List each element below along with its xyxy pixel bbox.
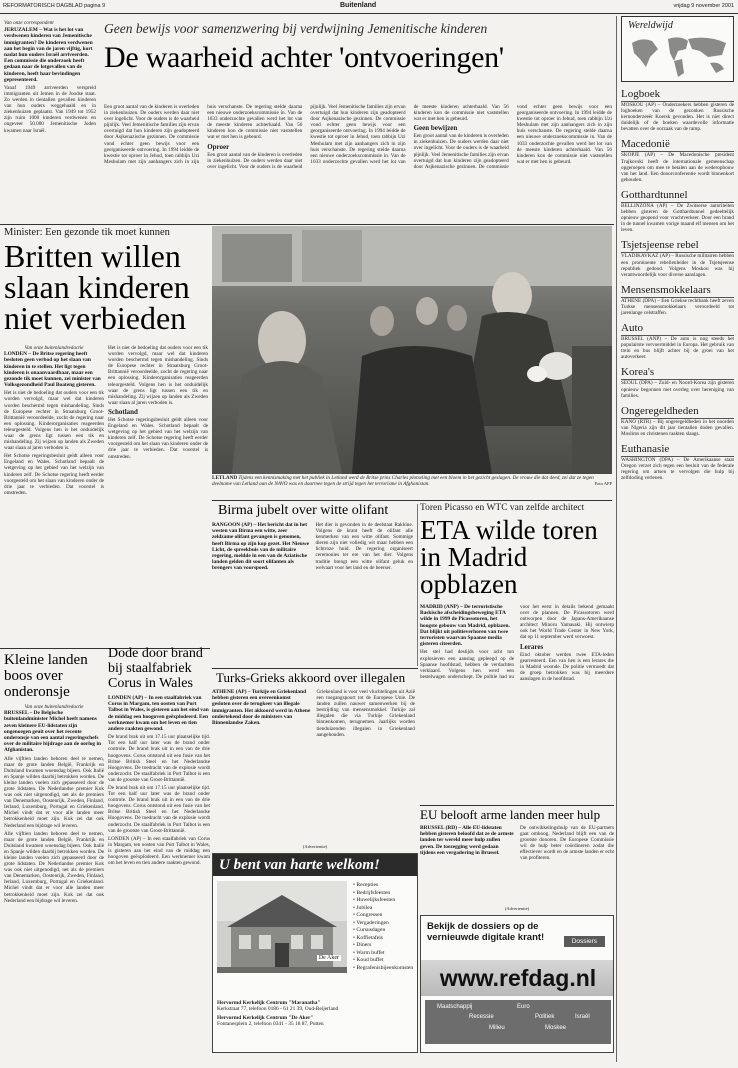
sidebar-heading: Macedonië <box>621 138 734 152</box>
body-text: Het is niet de bedoeling dat ouders voor een tik worden vervolgd, maar wel dat kinderen worden beschermd tegen mishandeling. Sinds de Europese rechter in Straatsburg Groot-Brittannië veroordeelde, zocht de regering naar een oplossing. Kinderorganisaties reageerden teleurgesteld. Volgens hen is het onduidelijk waar de grens ligt tussen een tik en mishandeling. Zij wijzen op landen als Zweden waar slaan al jaren verboden is. <box>108 345 208 406</box>
service-item: • Huwelijksfeesten <box>353 897 396 903</box>
divider <box>0 224 614 225</box>
dode-article <box>108 646 210 1062</box>
sidebar-text: MOSKOU (AP) – Onderzoekers hebben gisteren de logboeken van de gezonken Russische kernonderzeeër Koersk gevonden. Het is niet direct duidelijk of de boeken waardevolle informatie bevatten over de oorzaak van de ramp. <box>621 102 734 133</box>
church-advertisement[interactable] <box>212 853 418 1053</box>
lead-paragraph: RANGOON (AP) – Het bericht dat in het westen van Birma een witte, zeer zeldzame olifant gevangen is genomen, heeft Birma op zijn kop gezet. Het Nieuwe Licht, de spreekbuis van de militaire regering, meldde in een van de Aziatische landen gelden dit soort olifanten als brengers van voorspoed. <box>212 522 310 572</box>
sidebar-heading: Logboek <box>621 88 734 102</box>
sidebar-heading: Ongeregeldheden <box>621 405 734 419</box>
body-text-schotland: Het Schotse regeringsbesluit geldt alleen voor Engeland en Wales. Schotland bepaalt de wetgeving op het gebied van het welzijn van kinderen zelf. De Schotse regering heeft eerder voorgesteld om het slaan van kinderen onder de drie jaar te verbieden. Dat voorstel is omstreden. <box>108 416 208 460</box>
service-item: • Congressen <box>353 912 383 918</box>
wereldwijd-sidebar <box>616 16 734 1062</box>
dossier-tag[interactable]: Moskee <box>545 1025 567 1031</box>
article-headline-line-2: slaan kinderen <box>4 269 190 305</box>
sidebar-section <box>621 443 734 481</box>
page-header <box>0 0 738 14</box>
divider <box>212 668 418 669</box>
britten-head <box>4 227 204 345</box>
lead-paragraph: MADRID (ANP) – De terroristische Baskische afscheidingsbeweging ETA wilde in 1999 de Picassotoren, het hoogste gebouw van Madrid, opblazen. Dat blijkt uit politieverhoren van twee terroristen waarvan Spaanse media gisteren citeerden. <box>420 604 510 648</box>
building-photo <box>217 881 347 973</box>
kleine-landen-article <box>4 652 104 1062</box>
article-headline: Birma jubelt over witte olifant <box>218 504 389 518</box>
service-item: • Jubilea <box>353 904 373 911</box>
article-text-2: Een groot aantal van de kinderen is overleden in ziekenhuizen. De ouders werden daar niet over ingelicht. Voor de ouders is de waarheid pijnlijk. Veel Jemenitische families zijn ervan overtuigd dat hun kinderen zijn geadopteerd door Asjkenazische gezinnen. De commissie vond echter geen bewijs voor een georganiseerde ontvoering. In 1994 leidde de kwestie tot oproer in Jehud, toen rabbijn Uzi Meshulam met zijn aanhangers zich in zijn huis verschanste. De regering stelde daarna een nieuwe onderzoekscommissie in. Van de 1033 onderzochte gevallen werd het lot van de meeste kinderen achterhaald. Van 56 kinderen kon de commissie niet vaststellen wat er met hen is gebeurd. <box>207 104 509 170</box>
sidebar-heading: Auto <box>621 322 734 336</box>
article-headline: EU belooft arme landen meer hulp <box>420 808 601 822</box>
church-address: Kerkstraat 77, telefoon 0186 - 61 21 39, Oud-Beijerland <box>217 1006 339 1013</box>
sidebar-logo: Wereldwijd <box>628 20 673 31</box>
lead-paragraph: LONDEN (AP) – In een staalfabriek van Corus in Margam, ten oosten van Port Talbot in Wales, is gisteren aan het eind van de middag een hoogoven geëxplodeerd. Een werknemer kwam om het leven en tien andere raakten gewond. <box>108 695 209 733</box>
article-deck: Geen bewijs voor samenzwering bij verdwijning Jemenitische kinderen <box>104 21 488 36</box>
article-text-3: Een groot aantal van de kinderen is overleden in ziekenhuizen. De ouders werden daar niet over ingelicht. Voor de ouders is de waarheid pijnlijk. Veel Jemenitische families zijn ervan overtuigd dat hun kinderen zijn geadopteerd door Asjkenazische gezinnen. De commissie vond echter geen bewijs voor een georganiseerde ontvoering. In 1994 leidde de kwestie tot oproer in Jehud, toen rabbijn Uzi Meshulam met zijn aanhangers zich in zijn huis verschanste. De regering stelde daarna een nieuwe onderzoekscommissie in. Van de 1033 onderzochte gevallen werd het lot van de meeste kinderen achterhaald. Van 56 kinderen kon de commissie niet vaststellen wat er met hen is gebeurd. <box>413 104 612 170</box>
sidebar-section <box>621 239 734 277</box>
sidebar-section <box>621 284 734 316</box>
lead-paragraph: ATHENE (AP) – Turkije en Griekenland hebben gisteren een overeenkomst gesloten over de terugkeer van illegale immigranten. Het akkoord werd in Athene ondertekend door de ministers van Binnenlandse Zaken. <box>212 689 311 727</box>
photo-credit: Foto AFP <box>594 481 612 486</box>
body-text: Alle vijftien landen behoren deel te nemen, maar de grote landen België, Frankrijk en Duitsland kwamen woensdag bijeen. Ook Italië en Spanje wilden daarbij betrokken worden. De kleine landen voelen zich gepasseerd door de grote lidstaten. De Nederlandse premier Kok was ook niet uitgenodigd, net als de premiers van Denemarken, Oostenrijk, Zweden, Finland, Ierland, Luxemburg, Portugal en Griekenland. Michel vindt dat er voor alle landen meer betrokkenheid moet zijn. Kok zei dat ook Nederland een bijdrage wil leveren. <box>4 755 104 829</box>
ad-headline: Bekijk de dossiers op de vernieuwde digitale krant! <box>427 921 545 943</box>
eu-article <box>420 808 614 904</box>
body-text: Vanaf 1949 arriveerden verspreid immigranten uit Jemen in de Joodse staat. Zo werden in tientallen gevallen kinderen van hun ouders weggehaald en in ziekenhuizen geplaatst. Van 1949 tot 1952 zijn ruim 1000 kinderen verdwenen en ongeveer 50.000 Jemenitische Joden kwamen naar Israël. <box>4 84 96 134</box>
article-headline: Turks-Grieks akkoord over illegalen <box>216 671 406 685</box>
eta-article <box>420 503 614 803</box>
church-name: Hervormd Kerkelijk Centrum "Maranatha" <box>217 1000 321 1006</box>
subhead-oproer: Oproer <box>207 142 230 151</box>
caption-label: LETLAND <box>212 475 238 481</box>
services-list <box>353 882 417 972</box>
body-text: De brand brak uit om 17.15 uur plaatselijke tijd. Tot een half uur later was de brand onder controle. De brand brak uit in een van de drie hoogovens. Corus ontstond uit een fusie van het Britse British Steel en het Nederlandse Hoogovens. De toedracht van de explosie wordt onderzocht. De staalfabriek in Port Talbot is een van de grootste van Groot-Brittannië. <box>108 734 210 783</box>
service-item: • Diners <box>353 942 372 948</box>
divider <box>420 805 614 806</box>
service-item: • Recepties <box>353 882 379 888</box>
britten-col-1 <box>4 345 104 647</box>
divider <box>212 500 612 501</box>
service-item: • Cursusdagen <box>353 927 386 933</box>
sidebar-section <box>621 405 734 437</box>
sidebar-text: ATHENE (DPA) – Een Griekse rechtbank heeft zeven Turkse mensensmokkelaars veroordeeld tot jarenlange celstraffen. <box>621 297 734 316</box>
byline: Van onze buitenlandredactie <box>24 704 84 710</box>
sidebar-section <box>621 366 734 398</box>
sidebar-heading: Gotthardtunnel <box>621 189 734 203</box>
dossier-tag[interactable]: Israël <box>575 1014 590 1020</box>
sidebar-text: SEOUL (DPA) – Zuid- en Noord-Korea zijn gisteren opnieuw begonnen met overleg over hereniging van families. <box>621 380 734 399</box>
sidebar-text: SKOPJE (AP) – De Macedonische president Trajkovski heeft de internationale gemeenschap opgeroepen om mee te betalen aan de wederopbouw van het land. Een donorconferentie wordt binnenkort gehouden. <box>621 152 734 183</box>
main-article-head <box>104 20 612 104</box>
sidebar-section <box>621 322 734 360</box>
article-headline: ETA wilde toren in Madrid opblazen <box>420 515 598 599</box>
sidebar-heading: Korea's <box>621 366 734 380</box>
lead-paragraph: BRUSSEL (RD) – Alle EU-lidstaten hebben gisteren beloofd dat ze de armste landen ter wereld meer hulp zullen geven. De toezegging werd gedaan tijdens een vergadering in Brussel. <box>420 825 514 856</box>
sidebar-heading: Mensensmokkelaars <box>621 284 734 298</box>
birma-article <box>212 504 418 666</box>
byline: Van onze correspondent <box>4 20 54 26</box>
sidebar-heading: Euthanasie <box>621 443 734 457</box>
britten-col-2 <box>108 345 208 535</box>
building-sign: De Aker <box>318 955 339 961</box>
body-text-cont: De brand brak uit om 17.15 uur plaatselijke tijd. Tot een half uur later was de brand onder controle. De brand brak uit in een van de drie hoogovens. Corus ontstond uit een fusie van het Britse British Steel en het Nederlandse Hoogovens. De toedracht van de explosie wordt onderzocht. De staalfabriek in Port Talbot is een van de grootste van Groot-Brittannië. <box>108 784 210 834</box>
dossier-tag[interactable]: Milieu <box>489 1025 505 1031</box>
lead-paragraph: BRUSSEL – De Belgische buitenlandminister Michel heeft namens zeven kleinere EU-lidstaten zijn ongenoegen geuit over het recente onderonsje van een aantal regeringschefs over de militaire bijdrage aan de oorlog in Afghanistan. <box>4 710 101 754</box>
world-map-icon <box>628 33 732 79</box>
ad-addresses <box>217 1000 415 1027</box>
article-headline-line-3: niet verbieden <box>4 300 187 336</box>
subhead-bewijzen: Geen bewijzen <box>413 124 458 133</box>
subhead-lerares: Lerares <box>520 642 544 651</box>
ad-label: (Advertentie) <box>302 844 328 849</box>
website-url[interactable]: www.refdag.nl <box>439 965 597 991</box>
byline: Van onze buitenlandredactie <box>24 345 84 351</box>
article-kicker: Minister: Een gezonde tik moet kunnen <box>4 227 170 238</box>
dossier-tag[interactable]: Euro <box>517 1004 530 1010</box>
sidebar-section <box>621 189 734 233</box>
sidebar-text: KANO (RTR) – Bij ongeregeldheden in het noorden van Nigeria zijn dit jaar tientallen doden gevallen. Moslims en christenen raakten slaags. <box>621 418 734 437</box>
news-photo <box>212 226 612 474</box>
url-banner[interactable] <box>421 960 614 996</box>
body-text-cont-2: LONDEN (AP) – In een staalfabriek van Corus in Margam, ten oosten van Port Talbot in Wales, is gisteren aan het eind van de middag een hoogoven geëxplodeerd. Een werknemer kwam om het leven en tien andere raakten gewond. <box>108 835 210 867</box>
service-item: • Vergaderingen <box>353 919 389 926</box>
section-title: Buitenland <box>340 2 377 9</box>
article-kicker: Toren Picasso en WTC van zelfde architect <box>420 503 585 513</box>
sidebar-text: VLADIKAVKAZ (AP) – Russische militairen hebben een prominente rebellenleider in de Tsjetsjeense republiek gedood. Volgens Moskou was hij verantwoordelijk voor diverse aanslagen. <box>621 253 734 278</box>
refdag-advertisement[interactable] <box>420 915 614 1053</box>
sidebar-heading: Tsjetsjeense rebel <box>621 239 734 253</box>
article-headline-line-1: Britten willen <box>4 238 181 274</box>
service-item: • Begrafenisbijeenkomsten <box>353 964 414 971</box>
article-headline: De waarheid achter 'ontvoeringen' <box>104 40 504 74</box>
service-item: • Koud buffet <box>353 957 384 963</box>
turks-article <box>212 671 418 841</box>
lead-paragraph: LONDEN – De Britse regering heeft besloten geen verbod op het slaan van kinderen in te stellen. Het ligt tegen kinderen is onaanvaardbaar, maar een gezonde tik moet kunnen, zei minister van Volksgezondheid Paul Boateng gisteren. <box>4 351 101 389</box>
body-text: Het stel had destijds voor acht ton explosieven een aanslag gepleegd op de Spaanse hoofdstad, hebben de verdachten verklaard. Volgens hen werd een bestelwagen onderschept. De politie had nu voor het eerst in details bekend gemaakt over de plannen. De Picassotoren werd ontworpen door de Japans-Amerikaanse architect Minoru Yamasaki. Hij ontwierp ook het World Trade Center in New York, dat op 11 september werd verwoest. <box>420 604 614 680</box>
header-date: vrijdag 9 november 2001 <box>673 3 734 9</box>
body-text: Griekenland is voor veel vluchtelingen uit Azië een toegangspoort tot de Europese Unie. De landen zullen nauwer samenwerken bij de bestrijding van mensensmokkel. Turkije zal illegalen die via Turkije Griekenland binnenkomen, terugnemen. Jaarlijks worden tienduizenden illegalen in Griekenland aangehouden. <box>316 689 415 738</box>
dossier-tag[interactable]: Recessie <box>469 1014 494 1020</box>
ad-headline: U bent van harte welkom! <box>213 854 417 876</box>
article-headline: Dode door brand bij staalfabriek Corus in Wales <box>108 646 203 691</box>
dossier-tag[interactable]: Politiek <box>535 1014 555 1020</box>
service-item: • Bedrijfsfeesten <box>353 889 391 896</box>
header-left: REFORMATORISCH DAGBLAD pagina 9 <box>3 3 106 9</box>
dossiers-button[interactable]: Dossiers <box>564 936 605 947</box>
body-text-cont: Alle vijftien landen behoren deel te nemen, maar de grote landen België, Frankrijk en Duitsland kwamen woensdag bijeen. Ook Italië en Spanje wilden daarbij betrokken worden. De kleine landen voelen zich gepasseerd door de grote lidstaten. De Nederlandse premier Kok was ook niet uitgenodigd, net als de premiers van Denemarken, Oostenrijk, Zweden, Finland, Ierland, Luxemburg, Portugal en Griekenland. Michel vindt dat er voor alle landen meer betrokkenheid moet zijn. Kok zei dat ook Nederland een bijdrage wil leveren. <box>4 830 104 904</box>
service-item: • Warm buffet <box>353 949 385 956</box>
body-text: De ontwikkelingshulp van de EU-partners gaat omhoog. Nederland blijft een van de grootste donoren. De Europese Commissie wil de hulp beter coördineren zodat die effectiever wordt en de armste landen er echt van profiteren. <box>520 825 614 862</box>
photo-caption <box>212 475 612 499</box>
ad-label: (Advertentie) <box>504 906 530 911</box>
main-article-body <box>104 104 612 222</box>
body-text: Het dier is gevonden in de deelstaat Rakhine. Volgens de krant heeft de olifant alle kenmerken van een witte olifant. Sommige dieren zijn niet volledig wit maar hebben een lichtroze huid. De regering organiseert ceremonies ter ere van het dier. Volgens traditie brengt een witte olifant geluk en welvaart voor het land en de heerser. <box>315 522 413 571</box>
jemen-intro-column <box>4 20 96 220</box>
sidebar-logo-box <box>621 16 734 82</box>
body-text-cont: Het Schotse regeringsbesluit geldt alleen voor Engeland en Wales. Schotland bepaalt de wetgeving op het gebied van het welzijn van kinderen zelf. De Schotse regering heeft eerder voorgesteld om het slaan van kinderen onder de drie jaar te verbieden. Dat voorstel is omstreden. <box>4 453 104 496</box>
service-item: • Koffietafels <box>353 934 383 941</box>
article-headline: Kleine landen boos over onderonsje <box>4 652 88 700</box>
body-text: Het is niet de bedoeling dat ouders voor een tik worden vervolgd, maar wel dat kinderen worden beschermd tegen mishandeling. Sinds de Europese rechter in Straatsburg Groot-Brittannië veroordeelde, zocht de regering naar een oplossing. Kinderorganisaties reageerden teleurgesteld. Volgens hen is het onduidelijk waar de grens ligt tussen een tik en mishandeling. Zij wijzen op landen als Zweden waar slaan al jaren verboden is. <box>4 390 104 452</box>
article-text: Een groot aantal van de kinderen is overleden in ziekenhuizen. De ouders werden daar niet over ingelicht. Voor de ouders is de waarheid pijnlijk. Veel Jemenitische families zijn ervan overtuigd dat hun kinderen zijn geadopteerd door Asjkenazische gezinnen. De commissie vond echter geen bewijs voor een georganiseerde ontvoering. In 1994 leidde de kwestie tot oproer in Jehud, toen rabbijn Uzi Meshulam met zijn aanhangers zich in zijn huis verschanste. De regering stelde daarna een nieuwe onderzoekscommissie in. Van de 1033 onderzochte gevallen werd het lot van de meeste kinderen achterhaald. Van 56 kinderen kon de commissie niet vaststellen wat er met hen is gebeurd. <box>104 104 303 165</box>
centre-name: Hervormd Kerkelijk Centrum "De Aker" <box>217 1014 314 1021</box>
lead-paragraph: JERUZALEM – Wat is het lot van verdwenen kinderen van Jemenitische immigranten? De kinderen verdwenen aan het begin van de jaren vijftig, kort nadat hun ouders Israël arriveerden. Een commissie die onderzoek heeft gedaan naar de lotgevallen van de kinderen, heeft haar bevindingen gepresenteerd. <box>4 27 93 83</box>
sidebar-text: BRUSSEL (ANP) – De auto is nog steeds het populairste vervoermiddel in Europa. Het gebruik van trein en bus blijft achter bij de groei van het autoverkeer. <box>621 336 734 361</box>
caption-text: Tijdens een kennismaking met het publiek in Letland werd de Britse prins Charles plotseling met een bloem in het gezicht geslagen. De vrouw die dat deed, zei dat ze tegen deelname van Letland aan de NAVO was en daarmee tegen de strijd tegen het terrorisme in Afghanistan. <box>212 475 594 487</box>
dossier-tag-cloud <box>425 1000 611 1044</box>
dossier-tag[interactable]: Maatschappij <box>437 1004 473 1010</box>
sidebar-text: WASHINGTON (DPA) – De Amerikaanse staat Oregon verzet zich tegen een besluit van de federale regering om artsen te vervolgen die hulp bij zelfdoding verlenen. <box>621 457 734 482</box>
body-text-lerares: Eind oktober werden twee ETA-leden gearresteerd. Een van hen is een lerares die in Madrid woonde. De politie vermoedt dat de groep betrokken was bij meerdere aanslagen in de hoofdstad. <box>520 651 614 682</box>
centre-address: Fontanesplein 2, telefoon 0341 - 35 18 87, Putten <box>217 1020 324 1027</box>
sidebar-section <box>621 88 734 132</box>
sidebar-text: BELLINZONA (AP) – De Zwitserse autoriteiten hebben gisteren de Gotthardtunnel gedeeltelijk opnieuw geopend voor vrachtverkeer. Door een brand in de tunnel kwamen vorige maand elf mensen om het leven. <box>621 202 734 234</box>
photo-crowd-image <box>212 226 612 474</box>
sidebar-section <box>621 138 734 182</box>
subhead-schotland: Schotland <box>108 407 138 416</box>
